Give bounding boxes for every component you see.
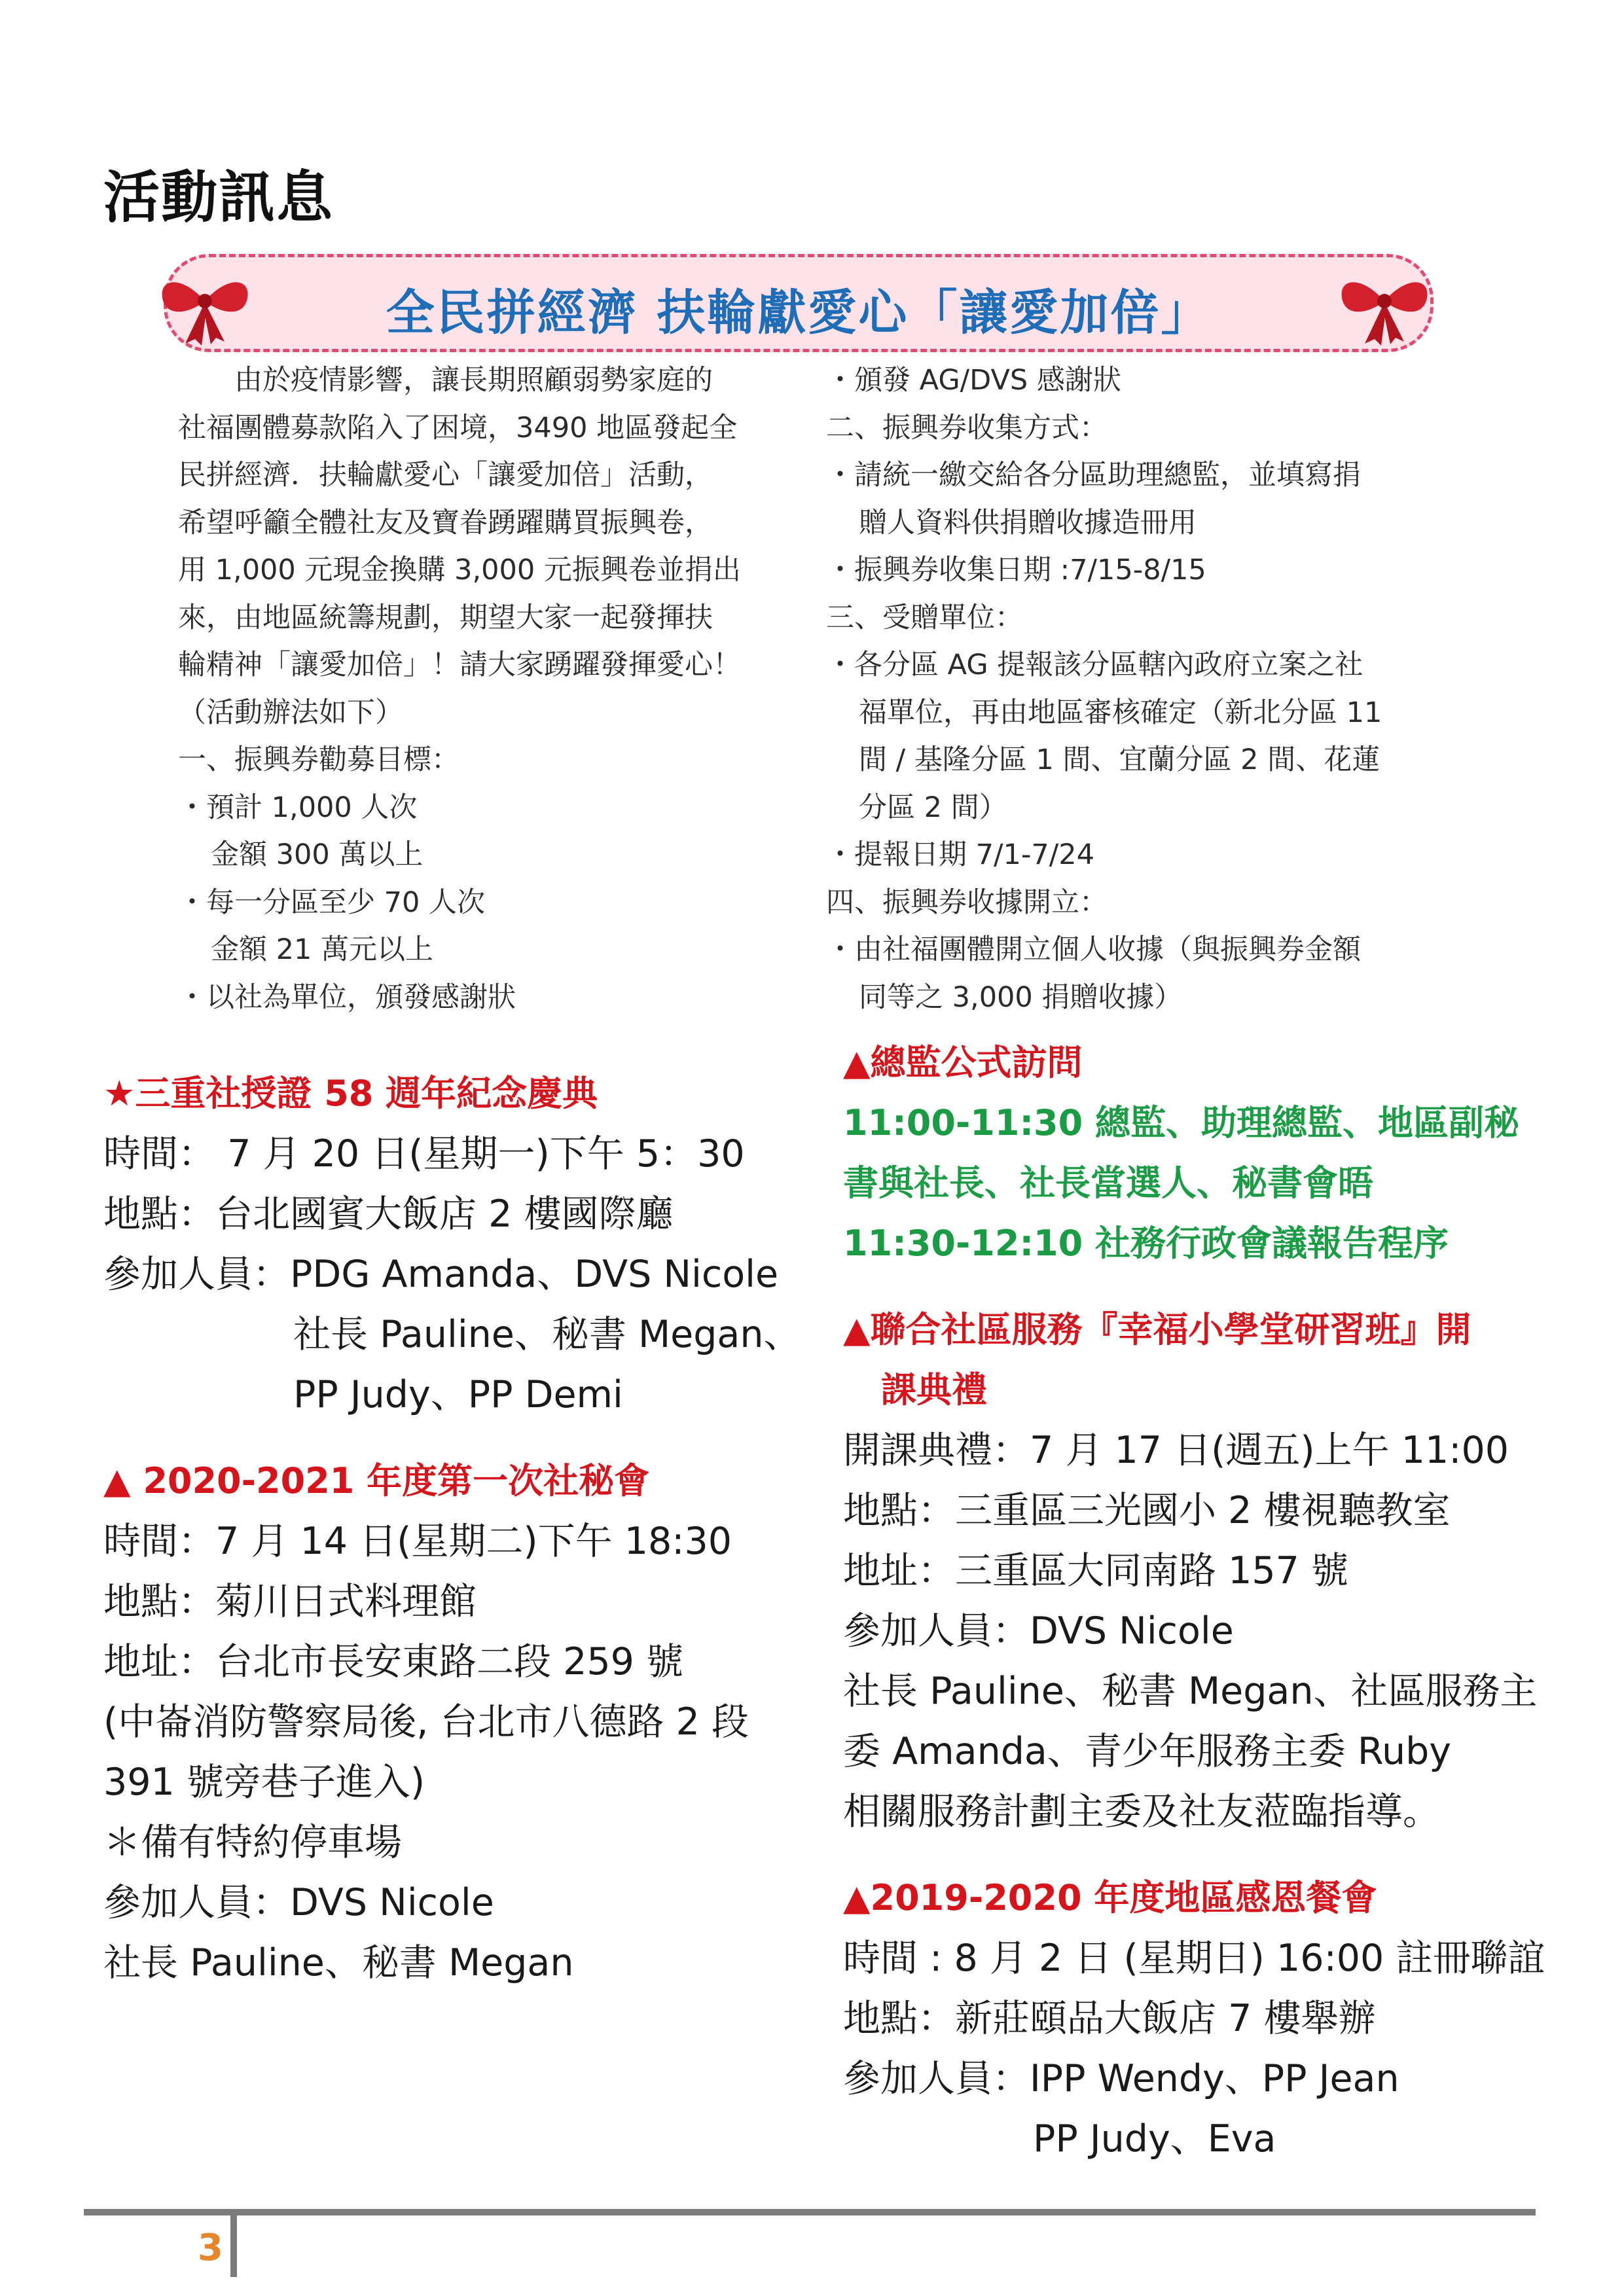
event-heading-anniversary: ★三重社授證 58 週年紀念慶典 <box>103 1073 598 1114</box>
event-place: 地點：新莊頤品大飯店 7 樓舉辦 <box>843 1997 1376 2040</box>
event-attendees: 參加人員：DVS Nicole <box>103 1881 494 1924</box>
event-attendees: 參加人員：DVS Nicole <box>843 1609 1234 1653</box>
event-attendees: PP Judy、PP Demi <box>293 1373 623 1416</box>
visit-schedule-line: 11:00-11:30 總監、助理總監、地區副秘 <box>843 1102 1519 1143</box>
banner-text-line: ・預計 1,000 人次 <box>178 791 418 824</box>
banner-text-line: 金額 300 萬以上 <box>211 838 424 871</box>
event-attendees: 委 Amanda、青少年服務主委 Ruby <box>843 1730 1452 1773</box>
right-events-column <box>843 1033 1545 2169</box>
ribbon-bow-icon <box>156 262 254 347</box>
banner-text-line: 希望呼籲全體社友及寶眷踴躍購買振興卷， <box>178 506 713 539</box>
banner-text-line: 四、振興券收據開立： <box>826 886 1108 919</box>
event-parking-note: ＊備有特約停車場 <box>103 1821 402 1864</box>
banner-text-line: ・振興券收集日期 :7/15-8/15 <box>826 554 1206 586</box>
event-heading-official-visit: ▲總監公式訪問 <box>843 1042 1083 1083</box>
banner-text-line: 輪精神「讓愛加倍」！請大家踴躍發揮愛心！ <box>178 649 741 681</box>
event-attendees: 社長 Pauline、秘書 Megan、社區服務主 <box>843 1670 1538 1713</box>
event-attendees: 社長 Pauline、秘書 Megan <box>103 1941 574 1984</box>
page-title: 活動訊息 <box>103 165 334 230</box>
visit-schedule-line: 11:30-12:10 社務行政會議報告程序 <box>843 1223 1449 1264</box>
banner-text-line: ・每一分區至少 70 人次 <box>178 886 486 919</box>
event-attendees: 相關服務計劃主委及社友蒞臨指導。 <box>843 1790 1440 1833</box>
banner-text-line: 金額 21 萬元以上 <box>211 933 434 966</box>
banner-text-line: 由於疫情影響，讓長期照顧弱勢家庭的 <box>234 364 713 397</box>
banner-text-line: 福單位，再由地區審核確定（新北分區 11 <box>859 696 1382 729</box>
event-heading-community-service: ▲聯合社區服務『幸福小學堂研習班』開 <box>843 1309 1471 1350</box>
banner-text-line: 民拼經濟．扶輪獻愛心「讓愛加倍」活動， <box>178 459 713 492</box>
banner-text-line: 社福團體募款陷入了困境，3490 地區發起全 <box>178 411 738 444</box>
event-attendees: 社長 Pauline、秘書 Megan、 <box>293 1313 801 1356</box>
event-note: 391 號旁巷子進入) <box>103 1761 425 1804</box>
event-time: 時間：7 月 14 日(星期二)下午 18:30 <box>103 1520 732 1563</box>
event-address: 地址：三重區大同南路 157 號 <box>843 1549 1349 1592</box>
event-attendees: 參加人員：PDG Amanda、DVS Nicole <box>103 1253 779 1296</box>
left-events-column <box>103 1064 837 1993</box>
visit-schedule-line: 書與社長、社長當選人、秘書會晤 <box>843 1162 1373 1204</box>
banner-title: 全民拼經濟 扶輪獻愛心「讓愛加倍」 <box>386 285 1212 341</box>
banner-text-line: 二、振興券收集方式： <box>826 411 1108 444</box>
event-place: 地點：三重區三光國小 2 樓視聽教室 <box>843 1489 1451 1532</box>
event-place: 地點：菊川日式料理館 <box>103 1580 477 1623</box>
banner <box>164 254 1434 352</box>
banner-text-line: ・提報日期 7/1-7/24 <box>826 838 1094 871</box>
banner-text-line: 贈人資料供捐贈收據造冊用 <box>859 506 1197 539</box>
event-heading-secretary-meeting: ▲ 2020-2021 年度第一次社秘會 <box>103 1460 650 1501</box>
banner-text-line: ・請統一繳交給各分區助理總監，並填寫捐 <box>826 459 1361 492</box>
event-time: 時間： 7 月 20 日(星期一)下午 5：30 <box>103 1132 745 1175</box>
event-attendees: 參加人員：IPP Wendy、PP Jean <box>843 2057 1399 2100</box>
page-number: 3 <box>198 2227 223 2269</box>
event-time: 開課典禮：7 月 17 日(週五)上午 11:00 <box>843 1429 1509 1472</box>
banner-left-column <box>178 357 793 1021</box>
event-heading-community-service: 課典禮 <box>881 1369 987 1410</box>
event-place: 地點：台北國賓大飯店 2 樓國際廳 <box>103 1193 674 1236</box>
footer-divider-tick <box>230 2209 237 2277</box>
footer-divider <box>84 2209 1536 2215</box>
event-address: 地址：台北市長安東路二段 259 號 <box>103 1640 684 1683</box>
event-heading-thanksgiving: ▲2019-2020 年度地區感恩餐會 <box>843 1877 1377 1918</box>
banner-text-line: 用 1,000 元現金換購 3,000 元振興卷並捐出 <box>178 554 741 586</box>
banner-text-line: 來，由地區統籌規劃，期望大家一起發揮扶 <box>178 601 713 634</box>
banner-text-line: ・各分區 AG 提報該分區轄內政府立案之社 <box>826 649 1363 681</box>
event-time: 時間 : 8 月 2 日 (星期日) 16:00 註冊聯誼 <box>843 1937 1545 1980</box>
banner-right-column <box>826 357 1441 1021</box>
banner-text-line: 一、振興券勸募目標： <box>178 744 460 776</box>
banner-text-line: ・頒發 AG/DVS 感謝狀 <box>826 364 1121 397</box>
banner-text-line: ・以社為單位，頒發感謝狀 <box>178 980 516 1014</box>
banner-text-line: 間 / 基隆分區 1 間、宜蘭分區 2 間、花蓮 <box>859 744 1380 776</box>
event-attendees: PP Judy、Eva <box>1033 2117 1276 2161</box>
banner-text-line: 三、受贈單位： <box>826 601 1023 634</box>
banner-text-line: 同等之 3,000 捐贈收據） <box>859 980 1183 1014</box>
banner-text-line: 分區 2 間） <box>859 791 1007 824</box>
ribbon-bow-icon <box>1335 262 1434 347</box>
event-note: (中崙消防警察局後, 台北市八德路 2 段 <box>103 1700 749 1744</box>
banner-text-line: ・由社福團體開立個人收據（與振興券金額 <box>826 933 1361 966</box>
banner-text-line: （活動辦法如下） <box>178 696 403 729</box>
